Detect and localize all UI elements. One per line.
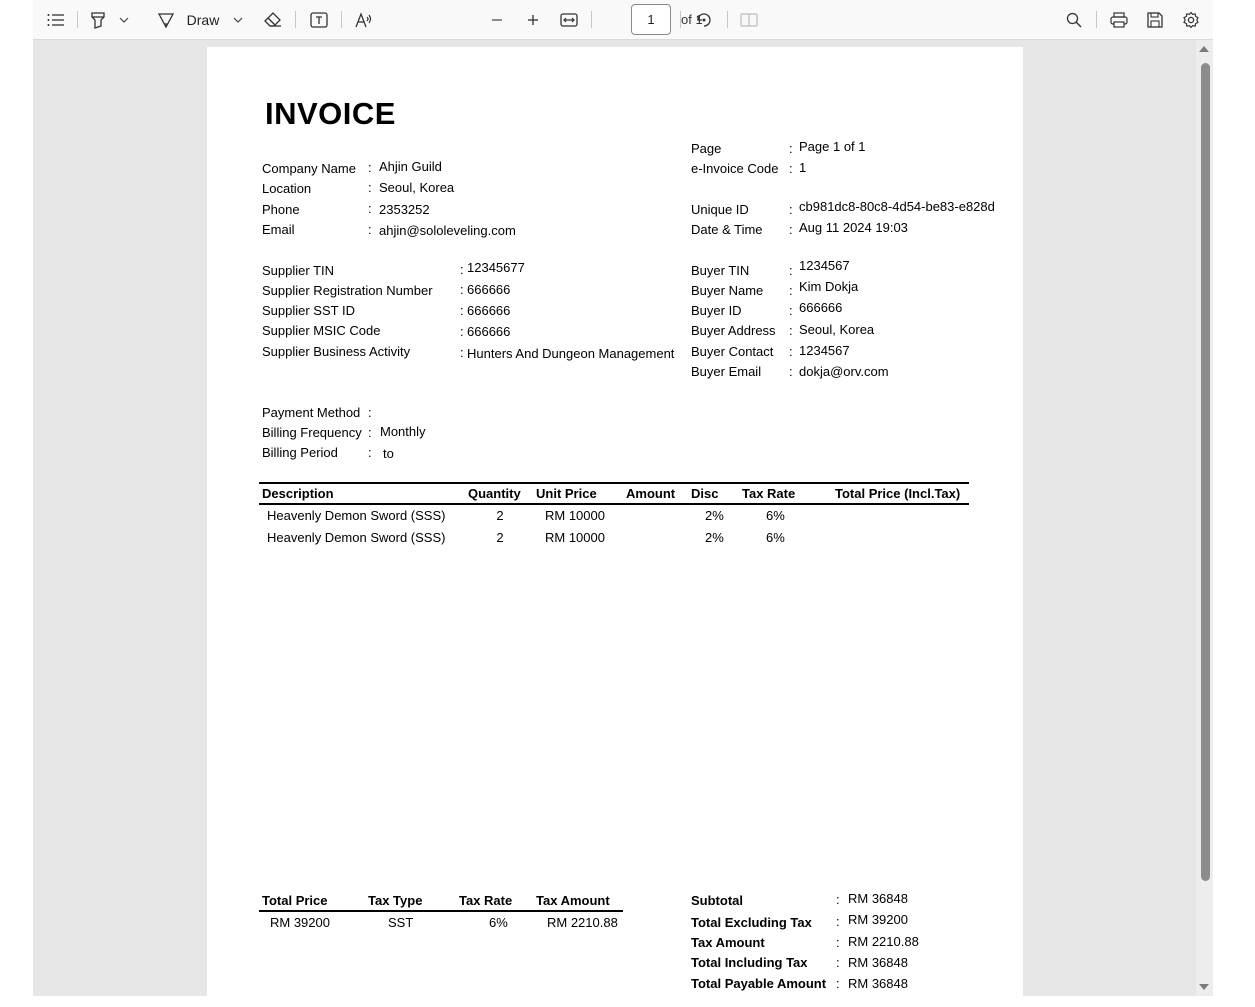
- scroll-down-arrow-icon[interactable]: [1199, 984, 1209, 990]
- buyer-name-label: Buyer Name: [691, 283, 764, 298]
- chevron-down-icon[interactable]: [231, 0, 245, 39]
- location-value: Seoul, Korea: [379, 180, 455, 195]
- buyer-contact-label: Buyer Contact: [691, 344, 774, 359]
- subtotal-label: Subtotal: [691, 893, 743, 908]
- two-page-icon[interactable]: [738, 0, 760, 39]
- phone-label: Phone: [262, 202, 300, 217]
- buyer-name-value: Kim Dokja: [799, 279, 859, 294]
- rotate-icon[interactable]: [693, 0, 715, 39]
- item-description: Heavenly Demon Sword (SSS): [267, 508, 446, 523]
- colon: :: [368, 180, 372, 195]
- buyer-address-label: Buyer Address: [691, 323, 776, 338]
- item-tax-rate: 6%: [766, 530, 785, 545]
- total-excluding-tax-label: Total Excluding Tax: [691, 915, 812, 930]
- save-icon[interactable]: [1144, 0, 1166, 39]
- contents-icon[interactable]: [43, 0, 69, 39]
- buyer-address-value: Seoul, Korea: [799, 322, 875, 337]
- supplier-tin-value: 12345677: [467, 260, 525, 275]
- colon: :: [789, 141, 793, 156]
- colon: :: [460, 282, 464, 297]
- billing-period-value: to: [383, 446, 394, 461]
- buyer-tin-label: Buyer TIN: [691, 263, 750, 278]
- items-table-header-rule: [259, 503, 969, 505]
- total-payable-amount-value: RM 36848: [848, 976, 908, 991]
- eraser-icon[interactable]: [263, 0, 283, 39]
- buyer-contact-value: 1234567: [799, 343, 850, 358]
- item-disc: 2%: [705, 508, 724, 523]
- colon: :: [836, 955, 840, 970]
- buyer-email-value: dokja@orv.com: [799, 364, 889, 379]
- total-including-tax-value: RM 36848: [848, 955, 908, 970]
- colon: :: [836, 892, 840, 907]
- zoom-out-icon[interactable]: [486, 0, 508, 39]
- einvoice-code-label: e-Invoice Code: [691, 161, 779, 176]
- buyer-id-value: 666666: [799, 300, 843, 315]
- item-unit-price: RM 10000: [545, 508, 605, 523]
- unique-id-label: Unique ID: [691, 202, 749, 217]
- highlight-icon[interactable]: [87, 0, 109, 39]
- billing-period-label: Billing Period: [262, 445, 338, 460]
- items-header-description: Description: [262, 486, 334, 501]
- tax-amount-value: RM 2210.88: [848, 934, 919, 949]
- buyer-email-label: Buyer Email: [691, 364, 762, 379]
- colon: :: [368, 405, 372, 420]
- tax-rate: 6%: [489, 915, 508, 930]
- colon: :: [460, 303, 464, 318]
- page-label: Page: [691, 141, 722, 156]
- tax-header-tax-amount: Tax Amount: [536, 893, 610, 908]
- colon: :: [836, 976, 840, 991]
- buyer-id-label: Buyer ID: [691, 303, 742, 318]
- billing-frequency-label: Billing Frequency: [262, 425, 362, 440]
- tax-header-tax-type: Tax Type: [368, 893, 423, 908]
- item-unit-price: RM 10000: [545, 530, 605, 545]
- items-header-amount: Amount: [626, 486, 676, 501]
- date-time-value: Aug 11 2024 19:03: [799, 220, 908, 235]
- pdf-toolbar: [33, 0, 1213, 40]
- text-box-icon[interactable]: [308, 0, 330, 39]
- items-table-top-rule: [259, 482, 969, 484]
- tax-total-price: RM 39200: [270, 915, 330, 930]
- colon: :: [368, 160, 372, 175]
- total-excluding-tax-value: RM 39200: [848, 912, 908, 927]
- total-payable-amount-label: Total Payable Amount: [691, 976, 827, 991]
- items-header-unit-price: Unit Price: [536, 486, 597, 501]
- tax-amount: RM 2210.88: [547, 915, 618, 930]
- location-label: Location: [262, 181, 312, 196]
- supplier-msic-value: 666666: [467, 324, 511, 339]
- total-including-tax-label: Total Including Tax: [691, 955, 808, 970]
- fit-width-icon[interactable]: [558, 0, 580, 39]
- tax-header-tax-rate: Tax Rate: [459, 893, 513, 908]
- page-number-input[interactable]: 1: [631, 4, 671, 35]
- colon: :: [789, 222, 793, 237]
- email-label: Email: [262, 222, 295, 237]
- phone-value: 2353252: [379, 202, 430, 217]
- colon: :: [789, 364, 793, 379]
- company-name-label: Company Name: [262, 161, 356, 176]
- colon: :: [368, 425, 372, 440]
- item-quantity: 2: [496, 530, 504, 545]
- colon: :: [789, 344, 793, 359]
- colon: :: [789, 283, 793, 298]
- supplier-registration-label: Supplier Registration Number: [262, 283, 433, 298]
- invoice-title: INVOICE: [265, 96, 396, 131]
- company-name-value: Ahjin Guild: [379, 159, 442, 174]
- einvoice-code-value: 1: [799, 160, 807, 175]
- colon: :: [836, 935, 840, 950]
- scroll-up-arrow-icon[interactable]: [1199, 46, 1209, 52]
- tax-amount-label: Tax Amount: [691, 935, 765, 950]
- colon: :: [368, 222, 372, 237]
- items-header-tax-rate: Tax Rate: [742, 486, 796, 501]
- item-quantity: 2: [496, 508, 504, 523]
- search-icon[interactable]: [1063, 0, 1085, 39]
- supplier-registration-value: 666666: [467, 282, 511, 297]
- colon: :: [836, 914, 840, 929]
- item-disc: 2%: [705, 530, 724, 545]
- supplier-tin-label: Supplier TIN: [262, 263, 335, 278]
- colon: :: [789, 263, 793, 278]
- supplier-business-activity-label: Supplier Business Activity: [262, 344, 411, 359]
- tax-table-header-rule: [259, 910, 623, 912]
- read-aloud-icon[interactable]: [353, 0, 375, 39]
- items-header-quantity: Quantity: [468, 486, 521, 501]
- email-value: ahjin@sololeveling.com: [379, 223, 516, 238]
- zoom-in-icon[interactable]: [522, 0, 544, 39]
- payment-method-label: Payment Method: [262, 405, 361, 420]
- pdf-page: [207, 47, 1023, 1007]
- scrollbar-thumb[interactable]: [1201, 63, 1210, 881]
- colon: :: [460, 324, 464, 339]
- colon: :: [789, 323, 793, 338]
- draw-button[interactable]: Draw: [186, 11, 220, 28]
- tax-header-total-price: Total Price: [262, 893, 328, 908]
- date-time-label: Date & Time: [691, 222, 763, 237]
- settings-icon[interactable]: [1180, 0, 1202, 39]
- item-tax-rate: 6%: [766, 508, 785, 523]
- billing-frequency-value: Monthly: [380, 424, 426, 439]
- supplier-business-activity-value: Hunters And Dungeon Management: [467, 346, 675, 361]
- colon: :: [789, 161, 793, 176]
- print-icon[interactable]: [1108, 0, 1130, 39]
- chevron-down-icon[interactable]: [117, 0, 131, 39]
- items-header-disc: Disc: [691, 486, 719, 501]
- supplier-sst-value: 666666: [467, 303, 511, 318]
- colon: :: [789, 202, 793, 217]
- colon: :: [368, 201, 372, 216]
- items-header-total-price: Total Price (Incl.Tax): [835, 486, 961, 501]
- unique-id-value: cb981dc8-80c8-4d54-be83-e828d: [799, 199, 995, 214]
- item-description: Heavenly Demon Sword (SSS): [267, 530, 446, 545]
- colon: :: [460, 262, 464, 277]
- tax-type: SST: [388, 915, 414, 930]
- colon: :: [460, 345, 464, 360]
- buyer-tin-value: 1234567: [799, 258, 850, 273]
- supplier-sst-label: Supplier SST ID: [262, 303, 355, 318]
- draw-icon[interactable]: [155, 0, 177, 39]
- page-count-label: of 1: [681, 12, 703, 27]
- supplier-msic-label: Supplier MSIC Code: [262, 323, 381, 338]
- colon: :: [789, 303, 793, 318]
- page-value: Page 1 of 1: [799, 139, 866, 154]
- colon: :: [368, 445, 372, 460]
- subtotal-value: RM 36848: [848, 891, 908, 906]
